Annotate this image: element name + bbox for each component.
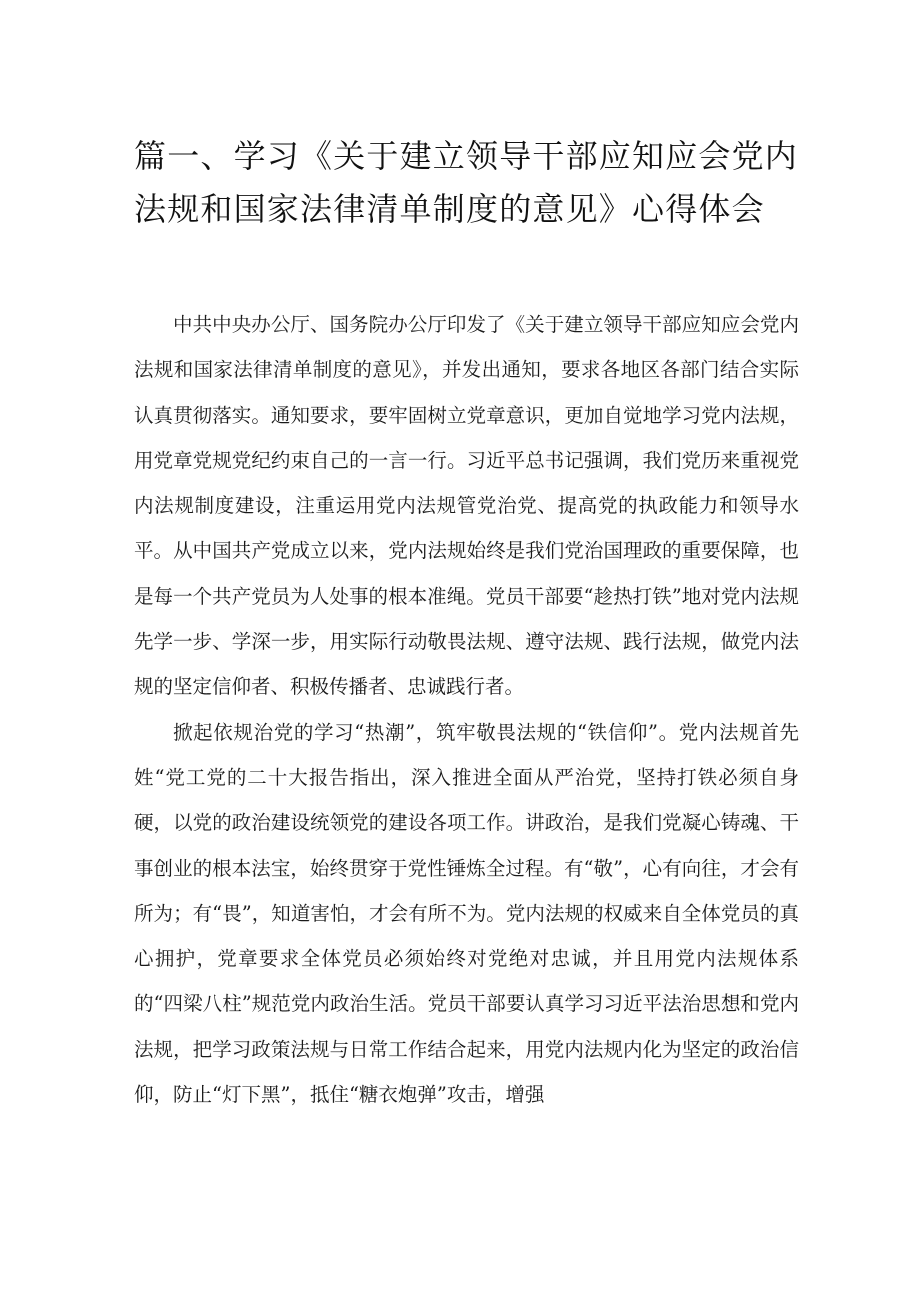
document-title: 篇一、学习《关于建立领导干部应知应会党内法规和国家法律清单制度的意见》心得体会 [134, 137, 799, 228]
document-body [134, 302, 799, 1117]
paragraph-2: 掀起依规治党的学习“热潮”，筑牢敬畏法规的“铁信仰”。党内法规首先姓“党工党的二十大报告指出，深入推进全面从严治党，坚持打铁必须自身硬，以党的政治建设统领党的建设各项工作。讲政治，是我们党凝心铸魂、干事创业的根本法宝，始终贯穿于党性锤炼全过程。有“敬”，心有向往，才会有所为；有“畏”，知道害怕，才会有所不为。党内法规的权威来自全体党员的真心拥护，党章要求全体党员必须始终对党绝对忠诚，并且用党内法规体系的“四梁八柱”规范党内政治生活。党员干部要认真学习习近平法治思想和党内法规，把学习政策法规与日常工作结合起来，用党内法规内化为坚定的政治信仰，防止“灯下黑”，抵住“糖衣炮弹”攻击，增强 [134, 720, 799, 1107]
paragraph-1: 中共中央办公厅、国务院办公厅印发了《关于建立领导干部应知应会党内法规和国家法律清单制度的意见》，并发出通知，要求各地区各部门结合实际认真贯彻落实。通知要求，要牢固树立党章意识，更加自觉地学习党内法规，用党章党规党纪约束自己的一言一行。习近平总书记强调，我们党历来重视党内法规制度建设，注重运用党内法规管党治党、提高党的执政能力和领导水平。从中国共产党成立以来，党内法规始终是我们党治国理政的重要保障，也是每一个共产党员为人处事的根本准绳。党员干部要“趁热打铁”地对党内法规先学一步、学深一步，用实际行动敬畏法规、遵守法规、践行法规，做党内法规的坚定信仰者、积极传播者、忠诚践行者。 [134, 313, 799, 699]
